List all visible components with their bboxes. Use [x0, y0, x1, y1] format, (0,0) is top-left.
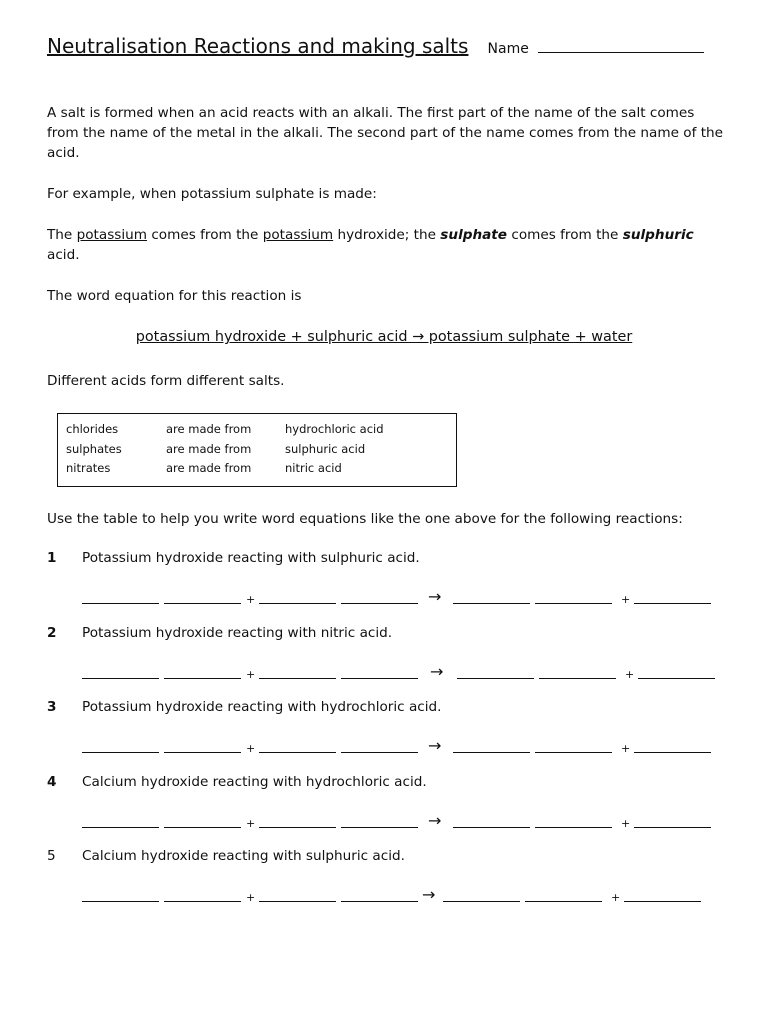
- intro-paragraph: A salt is formed when an acid reacts with an alkali. The first part of the name of the salt comes from the name of the metal in the alkali. The second part of the name comes from the name of the acid.: [47, 105, 724, 161]
- answer-blank[interactable]: [341, 814, 418, 828]
- arrow-icon: →: [422, 885, 436, 904]
- salt-table: [57, 413, 457, 487]
- question-text: Potassium hydroxide reacting with hydrochloric acid.: [82, 699, 442, 715]
- word-equation-intro: The word equation for this reaction is: [47, 288, 302, 304]
- answer-blank[interactable]: [457, 665, 534, 679]
- word-equation: potassium hydroxide + sulphuric acid → potassium sulphate + water: [135, 329, 633, 345]
- answer-blank[interactable]: [259, 888, 336, 902]
- answer-row: [82, 587, 722, 608]
- answer-blank[interactable]: [82, 814, 159, 828]
- plus-sign: +: [246, 891, 256, 904]
- answer-blank[interactable]: [634, 739, 711, 753]
- arrow-icon: →: [428, 587, 442, 606]
- explain-text: comes from the: [147, 227, 263, 243]
- example-intro: For example, when potassium sulphate is made:: [47, 186, 377, 202]
- question-text: Potassium hydroxide reacting with nitric acid.: [82, 625, 393, 641]
- explain-underline: potassium: [76, 227, 148, 243]
- question-number: 4: [47, 774, 57, 790]
- header: [47, 34, 727, 58]
- acid-cell: nitric acid: [285, 461, 342, 475]
- answer-blank[interactable]: [443, 888, 520, 902]
- question-number: 2: [47, 625, 57, 641]
- answer-row: [82, 736, 722, 757]
- question-number: 3: [47, 699, 57, 715]
- answer-blank[interactable]: [539, 665, 616, 679]
- question-number: 1: [47, 550, 57, 566]
- answer-blank[interactable]: [164, 739, 241, 753]
- link-cell: are made from: [166, 461, 252, 475]
- plus-sign: +: [246, 593, 256, 606]
- answer-blank[interactable]: [634, 590, 711, 604]
- plus-sign: +: [611, 891, 621, 904]
- answer-blank[interactable]: [82, 739, 159, 753]
- plus-sign: +: [246, 668, 256, 681]
- answer-blank[interactable]: [634, 814, 711, 828]
- plus-sign: +: [621, 593, 631, 606]
- page-title: Neutralisation Reactions and making salts: [47, 34, 469, 58]
- explain-text: comes from the: [507, 227, 623, 243]
- explain-emphasis: sulphuric: [622, 227, 694, 243]
- answer-blank[interactable]: [341, 888, 418, 902]
- different-acids-text: Different acids form different salts.: [47, 373, 285, 389]
- name-label: Name: [487, 41, 529, 57]
- question-text: Calcium hydroxide reacting with sulphuric acid.: [82, 848, 405, 864]
- answer-blank[interactable]: [82, 888, 159, 902]
- plus-sign: +: [625, 668, 635, 681]
- instructions: Use the table to help you write word equations like the one above for the following reactions:: [47, 511, 683, 527]
- answer-blank[interactable]: [82, 665, 159, 679]
- answer-row: [82, 885, 722, 906]
- question-number: 5: [47, 848, 56, 864]
- answer-row: [82, 811, 722, 832]
- question-text: Potassium hydroxide reacting with sulphuric acid.: [82, 550, 420, 566]
- answer-blank[interactable]: [453, 814, 530, 828]
- salt-cell: nitrates: [66, 461, 111, 475]
- answer-blank[interactable]: [341, 665, 418, 679]
- answer-blank[interactable]: [453, 590, 530, 604]
- plus-sign: +: [246, 817, 256, 830]
- answer-blank[interactable]: [638, 665, 715, 679]
- answer-blank[interactable]: [535, 739, 612, 753]
- answer-blank[interactable]: [341, 590, 418, 604]
- arrow-icon: →: [430, 662, 444, 681]
- answer-blank[interactable]: [82, 590, 159, 604]
- name-field[interactable]: [538, 40, 704, 53]
- explain-emphasis: sulphate: [440, 227, 508, 243]
- answer-row: [82, 662, 722, 683]
- answer-blank[interactable]: [164, 814, 241, 828]
- explain-text: acid.: [47, 247, 80, 263]
- plus-sign: +: [246, 742, 256, 755]
- question-text: Calcium hydroxide reacting with hydrochloric acid.: [82, 774, 427, 790]
- answer-blank[interactable]: [259, 590, 336, 604]
- explain-text: hydroxide; the: [333, 227, 441, 243]
- acid-cell: sulphuric acid: [285, 442, 366, 456]
- link-cell: are made from: [166, 442, 252, 456]
- answer-blank[interactable]: [535, 590, 612, 604]
- answer-blank[interactable]: [164, 590, 241, 604]
- answer-blank[interactable]: [164, 888, 241, 902]
- arrow-icon: →: [428, 736, 442, 755]
- arrow-icon: →: [428, 811, 442, 830]
- answer-blank[interactable]: [525, 888, 602, 902]
- answer-blank[interactable]: [259, 665, 336, 679]
- answer-blank[interactable]: [341, 739, 418, 753]
- salt-cell: sulphates: [66, 442, 122, 456]
- answer-blank[interactable]: [535, 814, 612, 828]
- plus-sign: +: [621, 742, 631, 755]
- answer-blank[interactable]: [164, 665, 241, 679]
- explanation-paragraph: [47, 225, 727, 265]
- answer-blank[interactable]: [453, 739, 530, 753]
- acid-cell: hydrochloric acid: [285, 422, 384, 436]
- answer-blank[interactable]: [259, 814, 336, 828]
- answer-blank[interactable]: [624, 888, 701, 902]
- plus-sign: +: [621, 817, 631, 830]
- answer-blank[interactable]: [259, 739, 336, 753]
- explain-text: The: [47, 227, 77, 243]
- link-cell: are made from: [166, 422, 252, 436]
- explain-underline: potassium: [262, 227, 334, 243]
- salt-cell: chlorides: [66, 422, 119, 436]
